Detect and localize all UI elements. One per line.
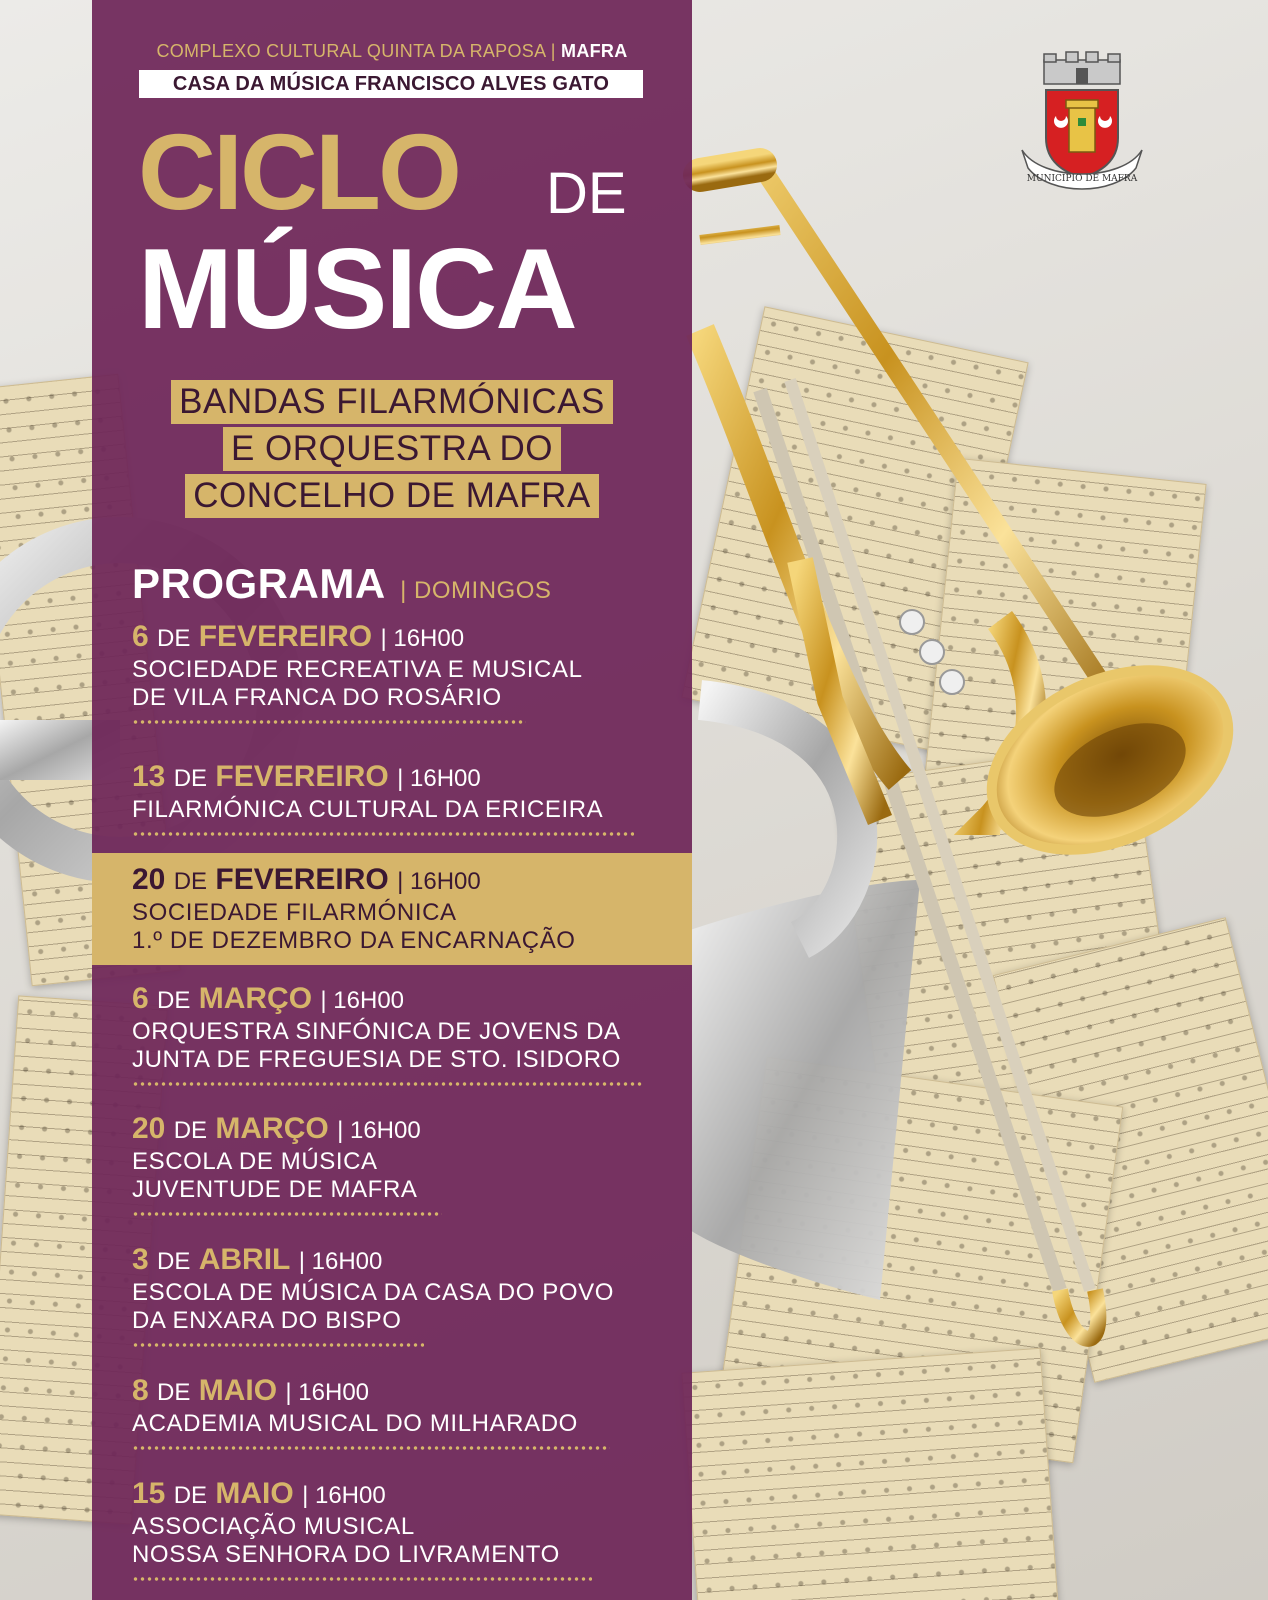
event-performer: JUNTA DE FREGUESIA DE STO. ISIDORO [132,1046,621,1073]
event-date: 6 DE MARÇO | 16H00 [132,982,405,1015]
complex-name: COMPLEXO CULTURAL QUINTA DA RAPOSA [156,41,546,61]
dotted-divider [132,1446,610,1450]
event-performer: DA ENXARA DO BISPO [132,1307,402,1334]
event-performer: FILARMÓNICA CULTURAL DA ERICEIRA [132,796,604,823]
title-musica: MÚSICA [138,226,576,353]
subtitle-line: BANDAS FILARMÓNICAS [171,380,613,424]
event-item [92,982,692,1086]
event-performer: ASSOCIAÇÃO MUSICAL [132,1513,415,1540]
event-performer: DE VILA FRANCA DO ROSÁRIO [132,684,502,711]
dotted-divider [132,1212,442,1216]
event-performer: ACADEMIA MUSICAL DO MILHARADO [132,1410,578,1437]
event-date: 6 DE FEVEREIRO | 16H00 [132,620,465,653]
event-item [92,760,692,836]
dotted-divider [132,720,526,724]
event-performer: ESCOLA DE MÚSICA [132,1148,378,1175]
event-performer: JUVENTUDE DE MAFRA [132,1176,418,1203]
dotted-divider [132,832,634,836]
crest-ribbon-text: MUNICIPIO DE MAFRA [1026,174,1138,184]
event-performer: SOCIEDADE RECREATIVA E MUSICAL [132,656,583,683]
subtitle-line: E ORQUESTRA DO [223,427,561,471]
subtitle-line: CONCELHO DE MAFRA [185,474,598,518]
event-date: 15 DE MAIO | 16H00 [132,1477,386,1510]
event-date: 20 DE MARÇO | 16H00 [132,1112,421,1145]
event-item-highlighted [92,853,692,965]
complex-separator: | [550,41,556,61]
event-performer: ORQUESTRA SINFÓNICA DE JOVENS DA [132,1018,621,1045]
title-ciclo: CICLO [138,111,459,232]
event-performer: 1.º DE DEZEMBRO DA ENCARNAÇÃO [132,927,576,954]
event-date: 13 DE FEVEREIRO | 16H00 [132,760,481,793]
program-panel [92,0,692,1600]
event-performer: SOCIEDADE FILARMÓNICA [132,899,457,926]
event-item [92,1374,692,1450]
programa-heading [132,560,551,608]
event-item [92,620,692,724]
dotted-divider [132,1082,644,1086]
event-date: 20 DE FEVEREIRO | 16H00 [132,863,481,896]
event-performer: ESCOLA DE MÚSICA DA CASA DO POVO [132,1279,615,1306]
programa-days: | DOMINGOS [400,577,552,604]
town-name: MAFRA [561,41,628,61]
subtitle [92,380,692,518]
event-date: 8 DE MAIO | 16H00 [132,1374,370,1407]
event-item [92,1243,692,1347]
dotted-divider [132,1343,424,1347]
programa-label: PROGRAMA [132,560,386,607]
title-de: DE [546,161,627,226]
event-item [92,1112,692,1216]
dotted-divider [132,1577,592,1581]
event-item [92,1477,692,1581]
event-date: 3 DE ABRIL | 16H00 [132,1243,383,1276]
municipal-coat-of-arms-icon [1014,50,1150,190]
complex-line [92,41,692,62]
event-performer: NOSSA SENHORA DO LIVRAMENTO [132,1541,560,1568]
venue-name: CASA DA MÚSICA FRANCISCO ALVES GATO [139,70,643,98]
